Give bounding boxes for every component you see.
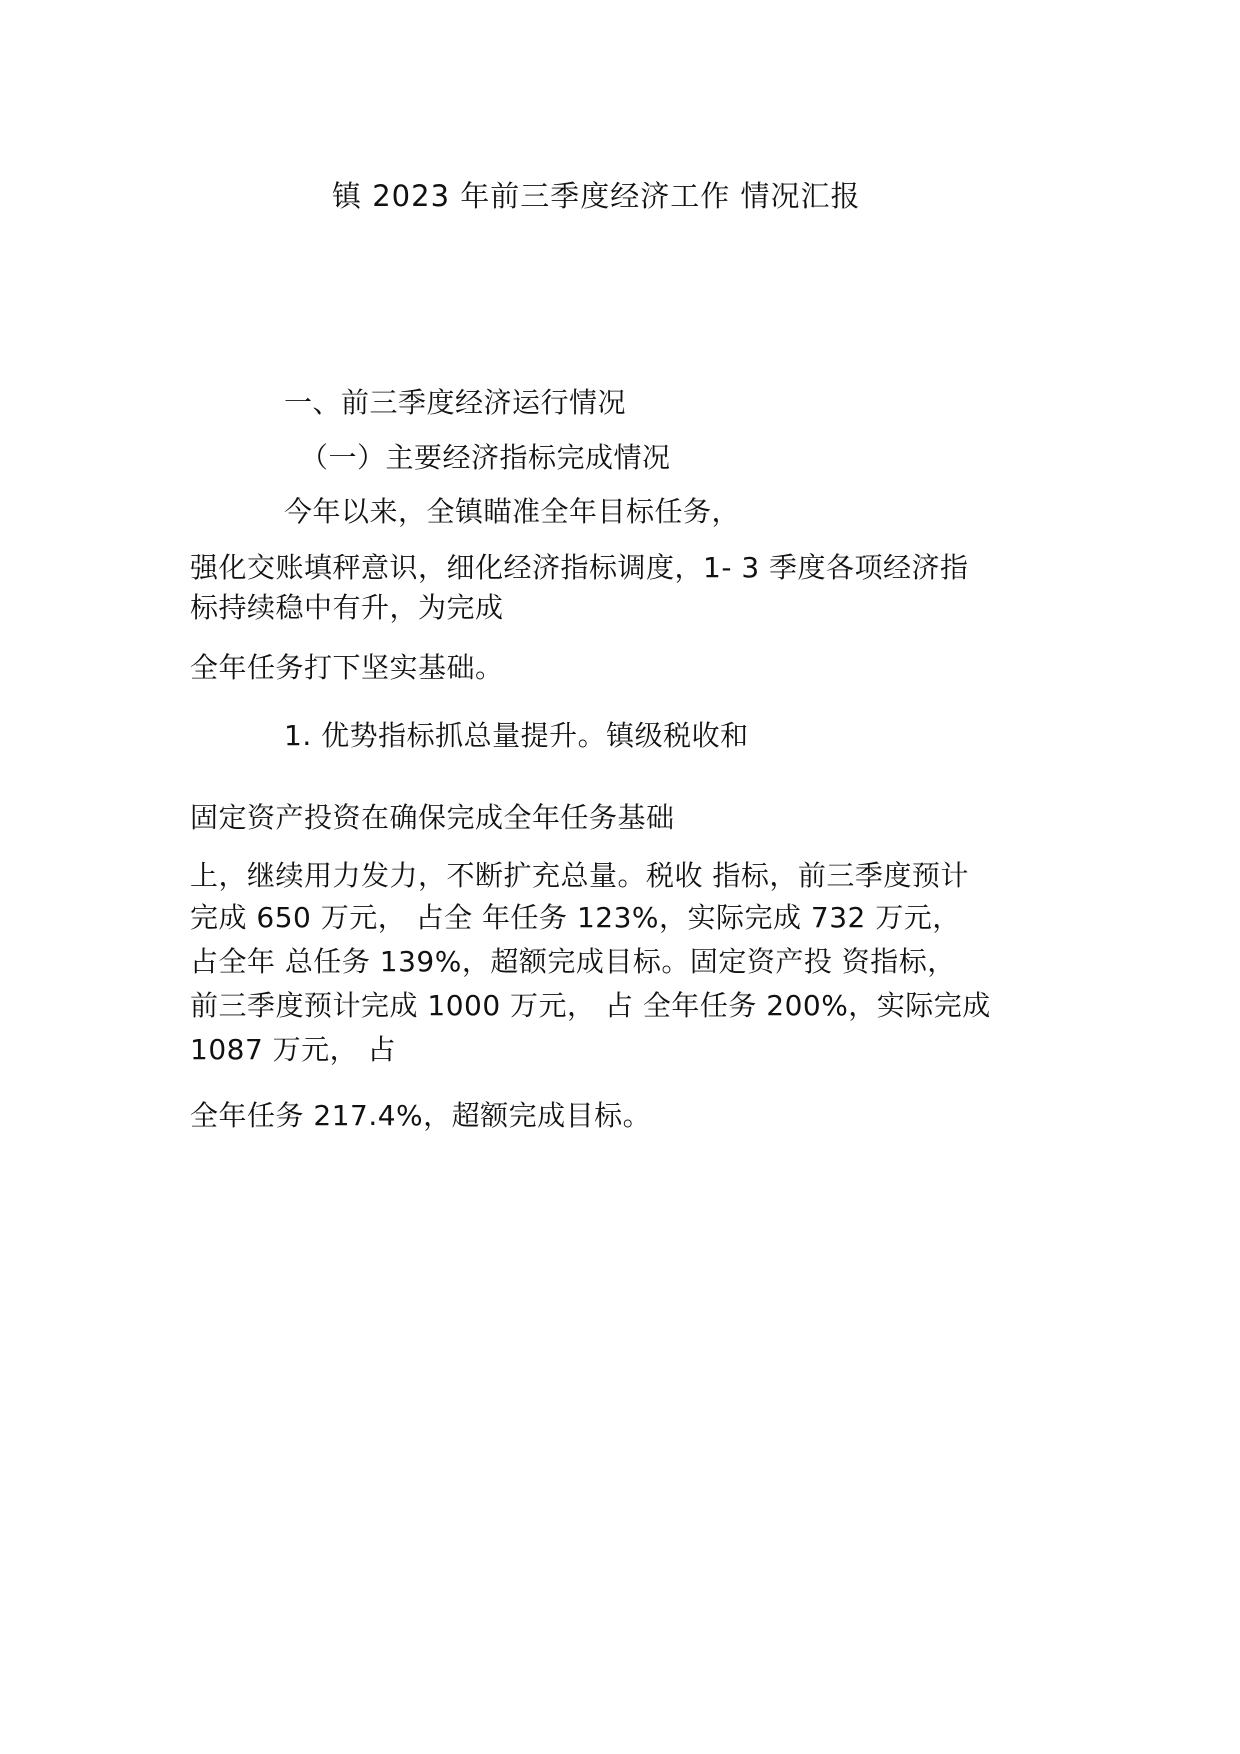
paragraph-line: 今年以来，全镇瞄准全年目标任务， (284, 495, 741, 528)
paragraph-line: 全年任务打下坚实基础。 (190, 651, 504, 684)
paragraph-line: 占全年 总任务 139%，超额完成目标。固定资产投 资指标， (190, 945, 956, 978)
paragraph-line: 前三季度预计完成 1000 万元， 占 全年任务 200%，实际完成 (190, 989, 991, 1022)
paragraph-line: 完成 650 万元， 占全 年任务 123%，实际完成 732 万元， (190, 901, 961, 934)
numbered-item: 1. 优势指标抓总量提升。镇级税收和 (284, 719, 749, 752)
paragraph-line: 固定资产投资在确保完成全年任务基础 (190, 801, 675, 834)
paragraph-line: 1087 万元， 占 (190, 1033, 397, 1066)
paragraph-line: 上，继续用力发力，不断扩充总量。税收 指标，前三季度预计 (190, 859, 969, 892)
paragraph-line: 强化交账填秤意识，细化经济指标调度，1- 3 季度各项经济指 (190, 551, 969, 584)
paragraph-line: 全年任务 217.4%，超额完成目标。 (190, 1099, 652, 1132)
document-title: 镇 2023 年前三季度经济工作 情况汇报 (332, 179, 861, 213)
subsection-heading: （一）主要经济指标完成情况 (300, 441, 671, 474)
section-heading: 一、前三季度经济运行情况 (284, 386, 627, 419)
paragraph-line: 标持续稳中有升，为完成 (190, 591, 504, 624)
